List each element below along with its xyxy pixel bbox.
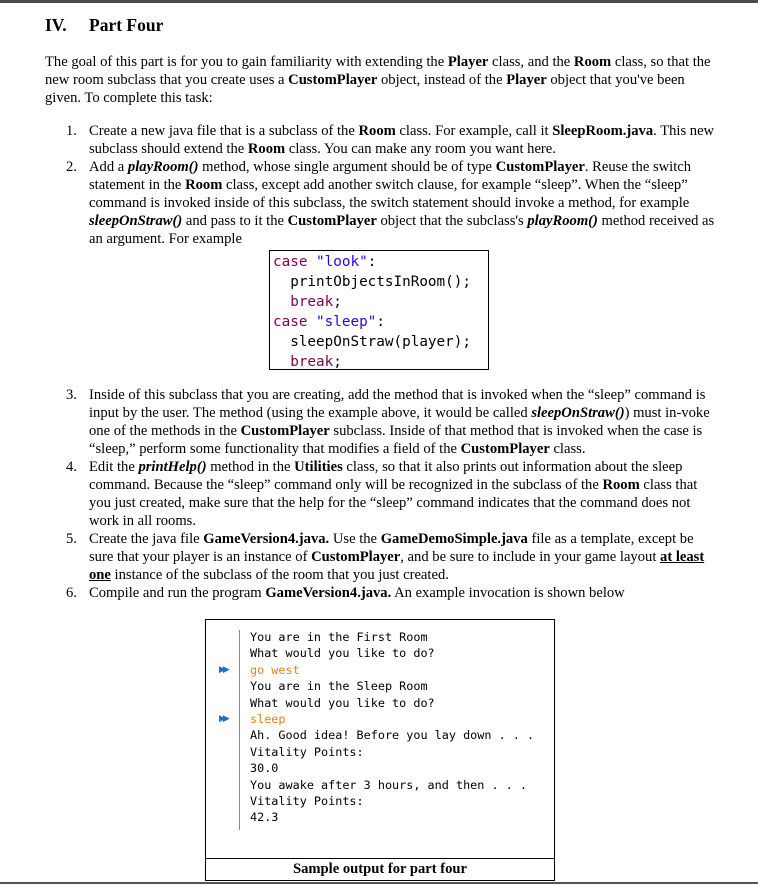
- console-output-line: 42.3: [250, 810, 279, 825]
- console-input-line: sleep: [250, 712, 286, 727]
- body-text: Edit the: [89, 459, 139, 475]
- emphasis-text: CustomPlayer: [460, 441, 550, 457]
- emphasis-text: Room: [185, 177, 223, 193]
- emphasis-text: CustomPlayer: [495, 159, 585, 175]
- body-text: Create the java file: [89, 531, 204, 547]
- body-text: class.: [549, 441, 586, 457]
- body-text: . This new subclass should extend the: [89, 123, 715, 157]
- console-output-line: You are in the First Room: [250, 630, 428, 644]
- emphasis-text: CustomPlayer: [311, 549, 401, 565]
- emphasis-text: Room: [358, 123, 396, 139]
- body-text: Use the: [329, 531, 381, 547]
- figure-caption: Sample output for part four: [292, 861, 468, 877]
- code-line: [273, 252, 488, 272]
- instruction-step: [0, 158, 720, 248]
- input-marker-icon: ▶▶: [219, 663, 227, 674]
- body-text: class, so that the new room subclass that you create uses a: [45, 54, 711, 88]
- body-text: . Reuse the switch statement in the: [89, 159, 692, 193]
- console-output-line: You are in the Sleep Room: [250, 679, 428, 694]
- section-heading: [45, 15, 163, 36]
- code-keyword: break: [290, 294, 334, 310]
- body-text: Create a new java file that is a subclass of the: [89, 123, 359, 139]
- emphasis-text: playRoom(): [127, 159, 199, 175]
- body-text: Add a: [89, 159, 128, 175]
- code-text: :: [376, 314, 385, 330]
- code-line: [273, 312, 488, 332]
- body-text: The goal of this part is for you to gain familiarity with extending the: [45, 54, 448, 70]
- code-line: [273, 292, 488, 312]
- body-text: instance of the subclass of the room that you just created.: [110, 567, 449, 583]
- code-example: [269, 250, 489, 370]
- step-number: 6.: [66, 585, 77, 601]
- body-text: file as a template, except be sure that your player is an instance of: [89, 531, 694, 565]
- console-input-line: go west: [250, 662, 300, 677]
- code-text: sleepOnStraw(player);: [273, 334, 471, 350]
- instruction-step: [0, 584, 720, 602]
- bottom-rule: [0, 882, 758, 884]
- code-keyword: break: [290, 354, 334, 370]
- body-text: An example invocation is shown below: [391, 585, 625, 601]
- body-text: class that you just created, make sure that the help for the “sleep” command indicates that the command does not work in all rooms.: [89, 477, 698, 529]
- code-text: ;: [333, 354, 342, 370]
- emphasis-text: CustomPlayer: [240, 423, 330, 439]
- console-output-line: What would you like to do?: [250, 695, 435, 710]
- emphasis-text: Room: [247, 141, 286, 157]
- code-text: printObjectsInRoom();: [273, 274, 471, 290]
- step-number: 5.: [66, 531, 77, 547]
- step-number: 4.: [66, 459, 77, 475]
- emphasis-text: Room: [602, 477, 640, 493]
- console-output-line: What would you like to do?: [250, 646, 435, 661]
- emphasis-text: GameVersion4.java.: [203, 531, 330, 547]
- section-title: Part Four: [89, 15, 164, 35]
- instruction-step: [0, 386, 720, 458]
- console-output-line: Ah. Good idea! Before you lay down . . .: [250, 728, 535, 743]
- instruction-step: [0, 530, 720, 584]
- code-text: ;: [333, 294, 342, 310]
- body-text: class, so that it also prints out information about the sleep command. Because the “sleep” command only will be recognized in the subclass of the: [89, 459, 683, 493]
- body-text: , and be sure to include in your game layout: [400, 549, 661, 565]
- code-text: [273, 354, 290, 370]
- emphasis-text: sleepOnStraw(): [531, 405, 625, 421]
- code-text: :: [367, 254, 377, 270]
- instruction-step: [0, 458, 720, 530]
- body-text: subclass. Inside of that method that is invoked when the case is “sleep,” perform some functionality that modifies a field of the: [89, 423, 703, 457]
- step-number: 3.: [66, 387, 77, 403]
- step-number: 2.: [66, 159, 77, 175]
- section-number: IV.: [45, 15, 67, 35]
- body-text: method received as an argument. For example: [89, 213, 715, 247]
- body-text: Inside of this subclass that you are creating, add the method that is invoked when the “sleep” command is input by the user. The method (using the example above, it would be called: [89, 387, 706, 421]
- body-text: ) must in-voke one of the methods in the: [89, 405, 710, 439]
- code-line: [273, 352, 488, 372]
- body-text: class, except add another switch clause, for example “sleep”. When the “sleep” command is invoked inside of this subclass, the switch statement should invoke a method, for example: [89, 177, 690, 211]
- body-text: object, instead of the: [377, 72, 507, 88]
- emphasis-text: at least one: [89, 549, 705, 583]
- body-text: Compile and run the program: [89, 585, 266, 601]
- body-text: class, and the: [488, 54, 574, 70]
- top-rule: [0, 0, 758, 3]
- emphasis-text: sleepOnStraw(): [89, 213, 183, 229]
- emphasis-text: Room: [573, 54, 612, 70]
- body-text: class. For example, call it: [395, 123, 553, 139]
- emphasis-text: GameVersion4.java.: [265, 585, 392, 601]
- code-keyword: case: [273, 254, 317, 270]
- console-output-line: Vitality Points:: [250, 794, 364, 809]
- instruction-step: [0, 122, 720, 158]
- body-text: method, whose single argument should be of type: [198, 159, 496, 175]
- step-number: 1.: [66, 123, 77, 139]
- body-text: object that you've been given. To complete this task:: [45, 72, 685, 106]
- code-string: "sleep": [316, 314, 377, 330]
- body-text: class. You can make any room you want here.: [285, 141, 556, 157]
- emphasis-text: Utilities: [294, 459, 343, 475]
- body-text: and pass to it the: [182, 213, 288, 229]
- emphasis-text: GameDemoSimple.java: [380, 531, 528, 547]
- intro-paragraph: [45, 53, 713, 107]
- emphasis-text: CustomPlayer: [288, 72, 378, 88]
- body-text: object that the subclass's: [376, 213, 528, 229]
- emphasis-text: Player: [447, 54, 489, 70]
- emphasis-text: playRoom(): [527, 213, 598, 229]
- console-output-line: Vitality Points:: [250, 744, 364, 759]
- code-keyword: case: [273, 314, 317, 330]
- input-marker-icon: ▶▶: [219, 713, 227, 723]
- console-gutter-line: [239, 630, 240, 830]
- emphasis-text: printHelp(): [138, 459, 207, 475]
- console-output-line: 30.0: [250, 761, 279, 776]
- emphasis-text: Player: [506, 72, 547, 88]
- console-output-line: You awake after 3 hours, and then . . .: [250, 777, 527, 792]
- console-output: [250, 629, 534, 826]
- code-text: [273, 294, 290, 310]
- body-text: method in the: [206, 459, 295, 475]
- emphasis-text: CustomPlayer: [287, 213, 377, 229]
- code-line: [273, 332, 488, 352]
- code-string: "look": [316, 254, 368, 270]
- code-line: [273, 272, 488, 292]
- emphasis-text: SleepRoom.java: [552, 123, 654, 139]
